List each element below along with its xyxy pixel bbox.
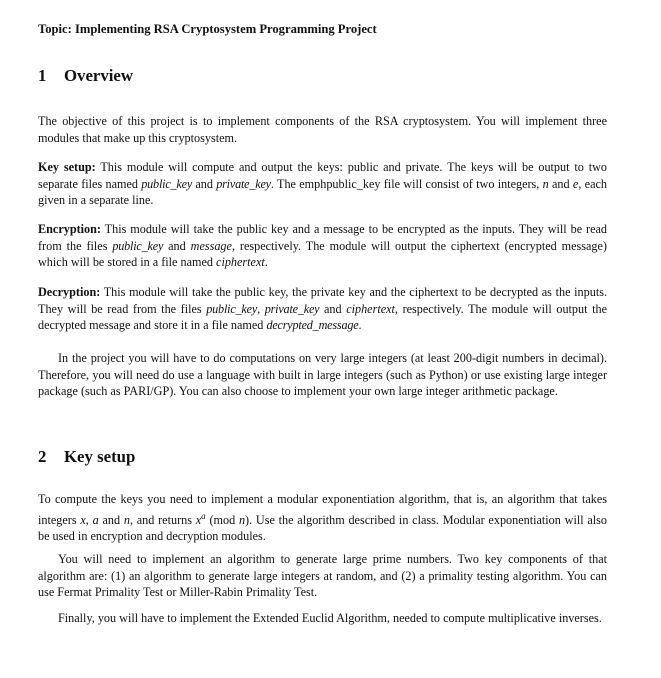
section-heading-overview	[38, 68, 133, 85]
filename-private-key: private_key	[264, 301, 320, 316]
expr-close: )	[245, 512, 250, 527]
section-title: Key setup	[64, 447, 136, 466]
modular-exponentiation-paragraph	[38, 491, 607, 545]
large-integers-paragraph: In the project you will have to do computations on very large integers (at least 200-digit numbers in decimal). Therefore, you will need do use a language with built in large integers (such as Python) or use existing large integer package (such as PARI/GP). You can also choose to implement your own large integer arithmetic package.	[38, 351, 607, 399]
section-title: Overview	[64, 66, 133, 85]
decryption-label: Decryption:	[38, 285, 101, 299]
extended-euclid-paragraph: Finally, you will have to implement the Extended Euclid Algorithm, needed to compute multiplicative inverses.	[58, 611, 602, 625]
text: and	[98, 512, 124, 527]
text: , each given in a separate line.	[38, 176, 608, 208]
expr-base: x	[195, 512, 202, 527]
text: and	[319, 301, 347, 316]
encryption-label: Encryption:	[38, 222, 101, 236]
expr-exponent: a	[201, 510, 206, 521]
filename-private-key: private_key	[216, 176, 271, 191]
var-a: a	[92, 512, 99, 527]
filename-ciphertext: ciphertext	[346, 301, 395, 316]
var-n: n	[123, 512, 130, 527]
expr-mod: (mod	[205, 512, 239, 527]
filename-public-key: public_key	[206, 301, 258, 316]
var-n: n	[542, 176, 549, 191]
math-expression	[195, 510, 250, 527]
text: This module will take the public key, the private key and the ciphertext to be decrypted as the inputs. They will be read from the files	[38, 285, 607, 316]
text: ,	[257, 301, 265, 316]
text: This module will take the public key and a message to be encrypted as the inputs. They will be read from the files	[38, 222, 607, 253]
text: and	[548, 176, 573, 191]
text: . The emphpublic_key file will consist of two integers,	[270, 176, 543, 191]
text: and	[192, 176, 217, 191]
section-number: 2	[38, 447, 47, 466]
text: and	[163, 238, 191, 253]
text: ,	[85, 512, 93, 527]
section-heading-key-setup	[38, 449, 135, 466]
text: To compute the keys you need to implement a modular exponentiation algorithm, that is, an algorithm that takes integers	[38, 492, 607, 527]
text: , respectively. The module will output the decrypted message and store it in a file named	[38, 301, 607, 333]
text: .	[358, 318, 362, 333]
filename-decrypted-message: decrypted_message	[266, 318, 359, 333]
var-x: x	[80, 512, 86, 527]
text: This module will compute and output the keys: public and private. The keys will be output to two separate files named	[38, 160, 608, 191]
text: , and returns	[129, 512, 196, 527]
encryption-module-paragraph	[38, 221, 607, 271]
expr-n: n	[238, 512, 246, 527]
key-setup-module-paragraph	[38, 159, 607, 209]
var-e: e	[572, 176, 579, 191]
section-number: 1	[38, 66, 47, 85]
prime-generation-paragraph: You will need to implement an algorithm to generate large prime numbers. Two key components of that algorithm are: (1) an algorithm to generate large integers at random, and (2) a primality testing algorithm. You can use Fermat Primality Test or Miller-Rabin Primality Test.	[38, 552, 607, 600]
text: . Use the algorithm described in class. Modular exponentiation will also be used in encryption and decryption modules.	[38, 512, 607, 544]
overview-intro: The objective of this project is to implement components of the RSA cryptosystem. You will implement three modules that make up this cryptosystem.	[38, 114, 607, 145]
decryption-module-paragraph	[38, 284, 607, 334]
text: , respectively. The module will output the ciphertext (encrypted message) which will be stored in a file named	[38, 238, 607, 270]
filename-message: message	[190, 238, 232, 253]
key-setup-label: Key setup:	[38, 160, 96, 174]
filename-public-key: public_key	[141, 176, 193, 191]
topic-heading: Topic: Implementing RSA Cryptosystem Programming Project	[38, 22, 377, 36]
filename-ciphertext: ciphertext	[216, 255, 265, 270]
filename-public-key: public_key	[112, 238, 164, 253]
text: .	[264, 255, 268, 270]
